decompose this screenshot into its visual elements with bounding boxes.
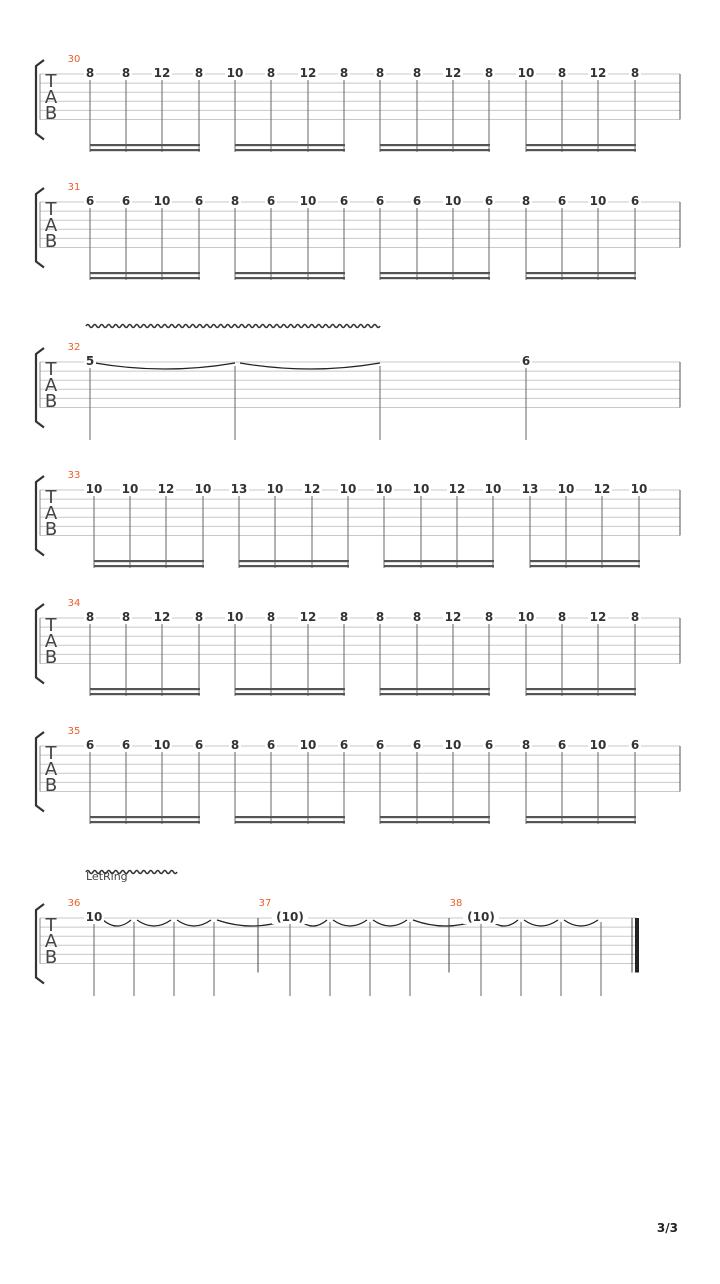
fret-number: 13 xyxy=(230,482,248,496)
beam xyxy=(90,144,200,146)
fret-number: 10 xyxy=(121,482,139,496)
beam xyxy=(530,565,640,567)
fret-number: 6 xyxy=(266,194,276,208)
fret-number: 8 xyxy=(375,610,385,624)
tab-clef-t: T xyxy=(45,359,57,380)
fret-number: 10 xyxy=(153,738,171,752)
fret-number: 10 xyxy=(589,194,607,208)
fret-number: 8 xyxy=(630,66,640,80)
vibrato-mark xyxy=(86,325,380,328)
fret-number: 12 xyxy=(593,482,611,496)
fret-number: 8 xyxy=(412,66,422,80)
fret-number: 6 xyxy=(194,194,204,208)
beam xyxy=(90,272,200,274)
fret-number: 6 xyxy=(85,738,95,752)
fret-number: 12 xyxy=(157,482,175,496)
tab-clef-b: B xyxy=(44,519,58,540)
fret-number: (10) xyxy=(276,910,304,924)
fret-number: 6 xyxy=(339,738,349,752)
beam xyxy=(380,277,490,279)
beam xyxy=(239,565,349,567)
beam xyxy=(90,277,200,279)
fret-number: 8 xyxy=(339,610,349,624)
fret-number: 8 xyxy=(121,610,131,624)
fret-number: 10 xyxy=(484,482,502,496)
fret-number: 6 xyxy=(557,738,567,752)
fret-number: 13 xyxy=(521,482,539,496)
fret-number: 8 xyxy=(85,610,95,624)
tie-arc xyxy=(137,920,171,926)
fret-number: 6 xyxy=(375,194,385,208)
measure-number: 31 xyxy=(67,182,81,193)
fret-number: 10 xyxy=(339,482,357,496)
page-number: 3/3 xyxy=(656,1221,678,1235)
fret-number: 8 xyxy=(521,194,531,208)
beam xyxy=(380,272,490,274)
beam xyxy=(94,560,204,562)
fret-number: 6 xyxy=(630,194,640,208)
beam xyxy=(235,688,345,690)
fret-number: (10) xyxy=(467,910,495,924)
tie-arc xyxy=(564,920,598,926)
tab-clef-a: A xyxy=(44,759,58,780)
tab-clef-a: A xyxy=(44,87,58,108)
fret-number: 12 xyxy=(448,482,466,496)
tie-arc xyxy=(524,920,558,926)
fret-number: 8 xyxy=(266,66,276,80)
measure-number: 36 xyxy=(67,898,81,909)
fret-number: 6 xyxy=(521,354,531,368)
fret-number: 10 xyxy=(444,738,462,752)
beam xyxy=(90,821,200,823)
measure-number: 32 xyxy=(67,342,81,353)
fret-number: 6 xyxy=(85,194,95,208)
beam xyxy=(380,144,490,146)
beam xyxy=(380,149,490,151)
fret-number: 6 xyxy=(266,738,276,752)
fret-number: 8 xyxy=(521,738,531,752)
fret-number: 8 xyxy=(557,610,567,624)
fret-number: 6 xyxy=(194,738,204,752)
measure-number: 35 xyxy=(67,726,81,737)
tab-clef-t: T xyxy=(45,615,57,636)
fret-number: 6 xyxy=(630,738,640,752)
fret-number: 8 xyxy=(375,66,385,80)
fret-number: 8 xyxy=(630,610,640,624)
tie-arc xyxy=(103,920,131,926)
beam xyxy=(384,560,494,562)
beam xyxy=(235,277,345,279)
tab-clef-a: A xyxy=(44,503,58,524)
fret-number: 6 xyxy=(412,738,422,752)
tab-clef-t: T xyxy=(45,915,57,936)
fret-number: 12 xyxy=(303,482,321,496)
beam xyxy=(235,816,345,818)
beam xyxy=(526,272,636,274)
beam xyxy=(235,693,345,695)
fret-number: 8 xyxy=(230,194,240,208)
fret-number: 10 xyxy=(226,610,244,624)
fret-number: 10 xyxy=(375,482,393,496)
tab-clef-a: A xyxy=(44,375,58,396)
fret-number: 10 xyxy=(299,738,317,752)
fret-number: 12 xyxy=(444,610,462,624)
fret-number: 8 xyxy=(484,610,494,624)
beam xyxy=(235,149,345,151)
beam xyxy=(90,688,200,690)
fret-number: 12 xyxy=(589,610,607,624)
fret-number: 6 xyxy=(121,738,131,752)
tab-clef-a: A xyxy=(44,631,58,652)
fret-number: 12 xyxy=(153,610,171,624)
tab-clef-a: A xyxy=(44,215,58,236)
beam xyxy=(530,560,640,562)
fret-number: 5 xyxy=(85,354,95,368)
tab-clef-b: B xyxy=(44,775,58,796)
beam xyxy=(239,560,349,562)
fret-number: 10 xyxy=(299,194,317,208)
fret-number: 10 xyxy=(194,482,212,496)
tab-clef-b: B xyxy=(44,103,58,124)
fret-number: 12 xyxy=(444,66,462,80)
beam xyxy=(526,821,636,823)
tab-clef-t: T xyxy=(45,743,57,764)
fret-number: 8 xyxy=(85,66,95,80)
beam xyxy=(526,149,636,151)
fret-number: 6 xyxy=(339,194,349,208)
final-barline-thick xyxy=(635,918,639,973)
let-ring-label: LetRing xyxy=(86,870,128,883)
fret-number: 10 xyxy=(412,482,430,496)
beam xyxy=(526,693,636,695)
tab-clef-b: B xyxy=(44,231,58,252)
tab-clef-t: T xyxy=(45,199,57,220)
measure-number: 33 xyxy=(67,470,81,481)
fret-number: 6 xyxy=(412,194,422,208)
beam xyxy=(380,821,490,823)
fret-number: 10 xyxy=(557,482,575,496)
beam xyxy=(90,693,200,695)
fret-number: 8 xyxy=(121,66,131,80)
fret-number: 12 xyxy=(299,610,317,624)
tab-clef-t: T xyxy=(45,487,57,508)
beam xyxy=(384,565,494,567)
tie-arc xyxy=(373,920,407,926)
tie-arc xyxy=(333,920,367,926)
fret-number: 10 xyxy=(266,482,284,496)
fret-number: 8 xyxy=(484,66,494,80)
fret-number: 6 xyxy=(484,738,494,752)
fret-number: 6 xyxy=(557,194,567,208)
beam xyxy=(526,816,636,818)
beam xyxy=(380,688,490,690)
fret-number: 10 xyxy=(226,66,244,80)
tab-clef-b: B xyxy=(44,647,58,668)
beam xyxy=(90,816,200,818)
fret-number: 8 xyxy=(339,66,349,80)
tab-clef-b: B xyxy=(44,947,58,968)
tab-clef-a: A xyxy=(44,931,58,952)
beam xyxy=(90,149,200,151)
beam xyxy=(235,144,345,146)
fret-number: 10 xyxy=(630,482,648,496)
fret-number: 8 xyxy=(230,738,240,752)
tie-arc xyxy=(95,363,235,369)
fret-number: 10 xyxy=(517,610,535,624)
tab-clef-t: T xyxy=(45,71,57,92)
fret-number: 10 xyxy=(85,482,103,496)
fret-number: 12 xyxy=(153,66,171,80)
fret-number: 10 xyxy=(444,194,462,208)
fret-number: 6 xyxy=(121,194,131,208)
beam xyxy=(380,816,490,818)
beam xyxy=(235,821,345,823)
fret-number: 8 xyxy=(557,66,567,80)
fret-number: 10 xyxy=(589,738,607,752)
measure-number: 37 xyxy=(258,898,272,909)
beam xyxy=(526,688,636,690)
fret-number: 8 xyxy=(266,610,276,624)
fret-number: 10 xyxy=(517,66,535,80)
beam xyxy=(235,272,345,274)
tie-arc xyxy=(240,363,380,369)
fret-number: 8 xyxy=(194,66,204,80)
fret-number: 8 xyxy=(194,610,204,624)
tie-arc xyxy=(177,920,211,926)
fret-number: 12 xyxy=(299,66,317,80)
beam xyxy=(380,693,490,695)
fret-number: 10 xyxy=(85,910,103,924)
measure-number: 38 xyxy=(449,898,463,909)
beam xyxy=(94,565,204,567)
tab-clef-b: B xyxy=(44,391,58,412)
fret-number: 8 xyxy=(412,610,422,624)
measure-number: 34 xyxy=(67,598,81,609)
measure-number: 30 xyxy=(67,54,81,65)
fret-number: 6 xyxy=(484,194,494,208)
fret-number: 6 xyxy=(375,738,385,752)
beam xyxy=(526,144,636,146)
fret-number: 10 xyxy=(153,194,171,208)
beam xyxy=(526,277,636,279)
fret-number: 12 xyxy=(589,66,607,80)
